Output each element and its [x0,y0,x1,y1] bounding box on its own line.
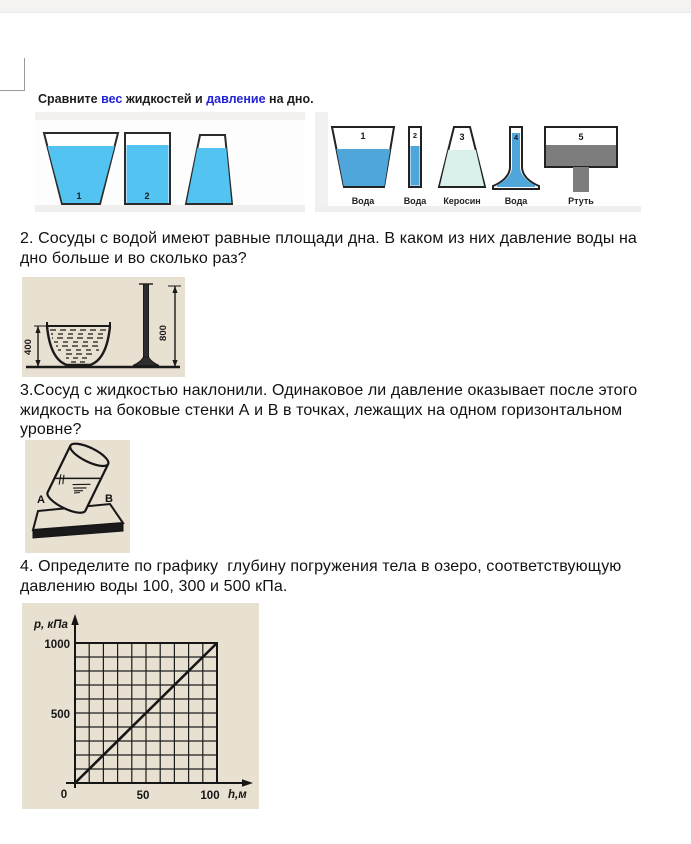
question-4-line-2: давлению воды 100, 300 и 500 кПа. [20,577,288,595]
link-weight[interactable]: вес [101,92,123,106]
point-label-b: B [105,493,113,505]
liquid-label: Вода [403,196,427,206]
link-pressure[interactable]: давление [206,92,266,106]
intro-prefix: Сравните [38,92,102,106]
height-label-800: 800 [158,325,169,341]
intro-text [38,92,314,106]
top-bar [0,0,691,13]
y-tick-500: 500 [50,709,70,721]
question-2-line-2: дно больше и во сколько раз? [20,249,247,267]
question-3-line-1: 3.Сосуд с жидкостью наклонили. Одинаковое ли давление оказывает после этого [20,382,638,399]
point-label-a: A [37,494,45,506]
question-3-text [20,381,637,440]
figure-five-vessels [315,112,641,217]
x-tick-100: 100 [200,790,220,802]
figure-tilted-cylinder [25,440,130,558]
pressure-depth-graph [22,603,259,814]
figure-three-vessels [35,112,305,217]
origin-label: 0 [60,789,68,801]
question-3-line-3: уровне? [20,421,82,438]
vessel-number: 3 [459,132,465,142]
x-axis-label: h,м [228,789,247,801]
liquid-label: Керосин [443,196,481,206]
intro-suffix: на дно. [265,92,314,106]
question-2-text [20,229,637,268]
water [411,146,420,186]
vessel-number: 5 [578,132,584,142]
question-4-line-1: 4. Определите по графику глубину погружения тела в озеро, соответствующую [20,558,622,575]
question-3-line-2: жидкость на боковые стенки А и В в точках, лежащих на одном горизонтальном [20,401,623,419]
figure-bowl-and-tube [22,277,185,382]
vessel-number: 1 [360,131,366,141]
vessel-number: 4 [513,133,519,142]
mercury [546,145,616,166]
page-corner-mark [0,58,25,91]
water [336,149,390,186]
vessel-2 [125,133,170,204]
intro-middle: жидкостей и [122,92,207,106]
liquid-label: Ртуть [568,196,594,206]
height-label-400: 400 [23,339,34,355]
liquid-label: Вода [351,196,375,206]
question-2-line-1: 2. Сосуды с водой имеют равные площади дна. В каком из них давление воды на [20,230,637,247]
y-tick-1000: 1000 [44,639,70,651]
question-4-text [20,557,621,596]
mercury-stem [573,167,589,192]
y-axis-label: p, кПа [34,619,68,631]
vessel-number: 2 [412,131,418,140]
vessel-1-label: 1 [76,191,82,201]
liquid-label: Вода [504,196,528,206]
vessel-2-label: 2 [144,191,150,201]
x-tick-50: 50 [136,790,150,802]
